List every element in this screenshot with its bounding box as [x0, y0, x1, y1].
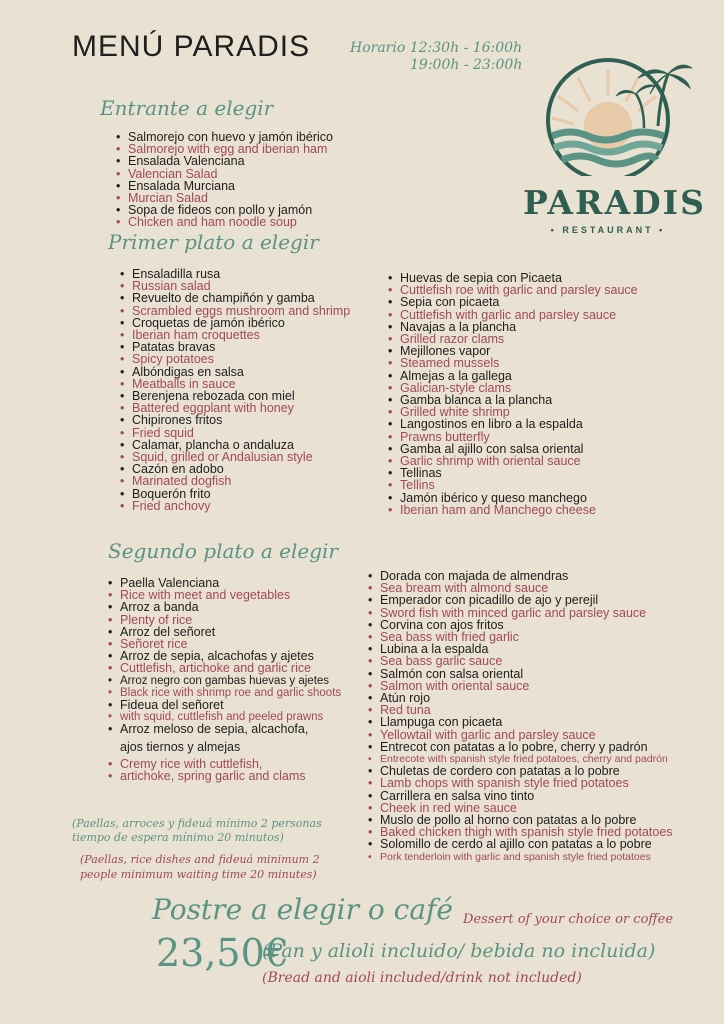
- dish-es: • Calamar, plancha o andaluza: [118, 439, 350, 451]
- dish-en: • Salmorejo with egg and iberian ham: [114, 143, 333, 155]
- note-es-line-1: (Paellas, arroces y fideuá mínimo 2 personas: [72, 817, 322, 830]
- dish-en: • Cheek in red wine sauce: [366, 802, 673, 814]
- segundo-list-right: [366, 570, 673, 863]
- dish-en: • Iberian ham and Manchego cheese: [386, 504, 638, 516]
- dish-en: • Sea bass garlic sauce: [366, 655, 673, 667]
- dish-es: • Corvina con ajos fritos: [366, 619, 673, 631]
- primer-list-right: [386, 272, 638, 516]
- dish-en: • Russian salad: [118, 280, 350, 292]
- dish-es: • Sopa de fideos con pollo y jamón: [114, 204, 333, 216]
- dish-en: • Valencian Salad: [114, 168, 333, 180]
- segundo-heading: Segundo plato a elegir: [108, 539, 338, 563]
- note-en-line-2: people minimum waiting time 20 minutes): [80, 868, 317, 881]
- dish-es: • Entrecot con patatas a lo pobre, cherry y padrón: [366, 741, 673, 753]
- dish-es: • Carrillera en salsa vino tinto: [366, 790, 673, 802]
- price-note: (Pan y alioli incluido/ bebida no incluida): [262, 940, 656, 962]
- dish-en: • Sea bass with fried garlic: [366, 631, 673, 643]
- dish-es: • Gamba al ajillo con salsa oriental: [386, 443, 638, 455]
- opening-hours: [350, 40, 522, 74]
- postre-heading-en: Dessert of your choice or coffee: [463, 912, 674, 927]
- dish-en: • Steamed mussels: [386, 357, 638, 369]
- dish-en: • Battered eggplant with honey: [118, 402, 350, 414]
- dish-en: • Marinated dogfish: [118, 475, 350, 487]
- dish-en: • Grilled razor clams: [386, 333, 638, 345]
- hours-line-2: 19:00h - 23:00h: [410, 57, 523, 73]
- dish-en: • Cuttlefish with garlic and parsley sauce: [386, 309, 638, 321]
- dish-en: • Galician-style clams: [386, 382, 638, 394]
- dish-en: • Señoret rice: [106, 638, 341, 650]
- dish-es: • Salmón con salsa oriental: [366, 668, 673, 680]
- dish-en: • Murcian Salad: [114, 192, 333, 204]
- dish-en: • Yellowtail with garlic and parsley sauce: [366, 729, 673, 741]
- dish-en: • Cuttlefish roe with garlic and parsley sauce: [386, 284, 638, 296]
- page-title: MENÚ PARADIS: [72, 30, 311, 63]
- note-en: [80, 852, 320, 882]
- dish-en: • Scrambled eggs mushroom and shrimp: [118, 305, 350, 317]
- dish-en: • Rice with meet and vegetables: [106, 589, 341, 601]
- dish-es: • Chuletas de cordero con patatas a lo pobre: [366, 765, 673, 777]
- dish-es: • Ensalada Murciana: [114, 180, 333, 192]
- dish-es: • Tellinas: [386, 467, 638, 479]
- logo-name: PARADIS: [523, 183, 706, 222]
- dish-es: • Ensaladilla rusa: [118, 268, 350, 280]
- entrante-list: [114, 131, 333, 229]
- dish-es: • Fideua del señoret: [106, 699, 341, 711]
- dish-en: • Grilled white shrimp: [386, 406, 638, 418]
- dish-es: • Almejas a la gallega: [386, 370, 638, 382]
- dish-en: • Plenty of rice: [106, 614, 341, 626]
- logo-subtitle: • RESTAURANT •: [550, 225, 666, 235]
- dish-es: • Jamón ibérico y queso manchego: [386, 492, 638, 504]
- dish-en: • Red tuna: [366, 704, 673, 716]
- note-en-line-1: (Paellas, rice dishes and fideuá minimum 2: [80, 853, 320, 866]
- postre-heading: Postre a elegir o café: [152, 893, 453, 926]
- entrante-heading: Entrante a elegir: [100, 96, 274, 120]
- dish-en: • Spicy potatoes: [118, 353, 350, 365]
- dish-es: • Arroz negro con gambas huevas y ajetes: [106, 675, 341, 687]
- dish-en: • Cremy rice with cuttlefish,: [106, 758, 341, 770]
- dish-en: • Iberian ham croquettes: [118, 329, 350, 341]
- note-es: [72, 817, 322, 845]
- price-note-en: (Bread and aioli included/drink not included): [262, 970, 582, 986]
- dish-es-cont: ajos tiernos y almejas: [120, 739, 241, 754]
- primer-heading: Primer plato a elegir: [108, 230, 319, 254]
- dish-es: • Chipirones fritos: [118, 414, 350, 426]
- segundo-list-left: [106, 577, 341, 782]
- dish-es: • Paella Valenciana: [106, 577, 341, 589]
- dish-es: • Arroz de sepia, alcachofas y ajetes: [106, 650, 341, 662]
- dish-en: • Fried squid: [118, 427, 350, 439]
- dish-es: • Berenjena rebozada con miel: [118, 390, 350, 402]
- dish-es: • Arroz a banda: [106, 601, 341, 613]
- dish-en: • with squid, cuttlefish and peeled prawns: [106, 711, 341, 723]
- dish-en: • Fried anchovy: [118, 500, 350, 512]
- dish-es: • Revuelto de champiñón y gamba: [118, 292, 350, 304]
- dish-es: • Arroz del señoret: [106, 626, 341, 638]
- restaurant-logo: [540, 56, 692, 176]
- dish-en: • Meatballs in sauce: [118, 378, 350, 390]
- dish-en: • Black rice with shrimp roe and garlic shoots: [106, 687, 341, 699]
- dish-es: • Emperador con picadillo de ajo y perejil: [366, 594, 673, 606]
- dish-es: • Langostinos en libro a la espalda: [386, 418, 638, 430]
- dish-en: • Baked chicken thigh with spanish style fried potatoes: [366, 826, 673, 838]
- dish-en: • Pork tenderloin with garlic and spanish style fried potatoes: [366, 851, 673, 863]
- primer-list-left: [118, 268, 350, 512]
- dish-en: • Cuttlefish, artichoke and garlic rice: [106, 662, 341, 674]
- note-es-line-2: tiempo de espera mínimo 20 minutos): [72, 831, 284, 844]
- dish-en: • Chicken and ham noodle soup: [114, 216, 333, 228]
- dish-en: • Prawns butterfly: [386, 431, 638, 443]
- dish-es: • Croquetas de jamón ibérico: [118, 317, 350, 329]
- dish-en: • Garlic shrimp with oriental sauce: [386, 455, 638, 467]
- dish-es: • Atún rojo: [366, 692, 673, 704]
- menu-price: 23,50€: [156, 931, 289, 975]
- dish-es: • Mejillones vapor: [386, 345, 638, 357]
- hours-line-1: Horario 12:30h - 16:00h: [350, 40, 523, 56]
- dish-en-cont: • artichoke, spring garlic and clams: [106, 770, 341, 782]
- dish-en: • Salmon with oriental sauce: [366, 680, 673, 692]
- dish-es: • Sepia con picaeta: [386, 296, 638, 308]
- dish-en: • Lamb chops with spanish style fried potatoes: [366, 777, 673, 789]
- dish-en: • Squid, grilled or Andalusian style: [118, 451, 350, 463]
- dish-es: • Llampuga con picaeta: [366, 716, 673, 728]
- dish-en: • Sea bream with almond sauce: [366, 582, 673, 594]
- dish-es: • Albóndigas en salsa: [118, 366, 350, 378]
- dish-es: • Cazón en adobo: [118, 463, 350, 475]
- dish-en: • Entrecote with spanish style fried potatoes, cherry and padrón: [366, 753, 673, 765]
- dish-en: • Tellins: [386, 479, 638, 491]
- dish-es: • Navajas a la plancha: [386, 321, 638, 333]
- dish-es: • Solomillo de cerdo al ajillo con patatas a lo pobre: [366, 838, 673, 850]
- dish-en: • Sword fish with minced garlic and parsley sauce: [366, 607, 673, 619]
- dish-es: • Arroz meloso de sepia, alcachofa,: [106, 723, 341, 735]
- dish-es: • Lubina a la espalda: [366, 643, 673, 655]
- dish-es: • Muslo de pollo al horno con patatas a lo pobre: [366, 814, 673, 826]
- dish-es: • Patatas bravas: [118, 341, 350, 353]
- dish-es: • Dorada con majada de almendras: [366, 570, 673, 582]
- dish-es: • Gamba blanca a la plancha: [386, 394, 638, 406]
- dish-es: • Huevas de sepia con Picaeta: [386, 272, 638, 284]
- dish-es: • Boquerón frito: [118, 488, 350, 500]
- dish-es: • Salmorejo con huevo y jamón ibérico: [114, 131, 333, 143]
- dish-es: • Ensalada Valenciana: [114, 155, 333, 167]
